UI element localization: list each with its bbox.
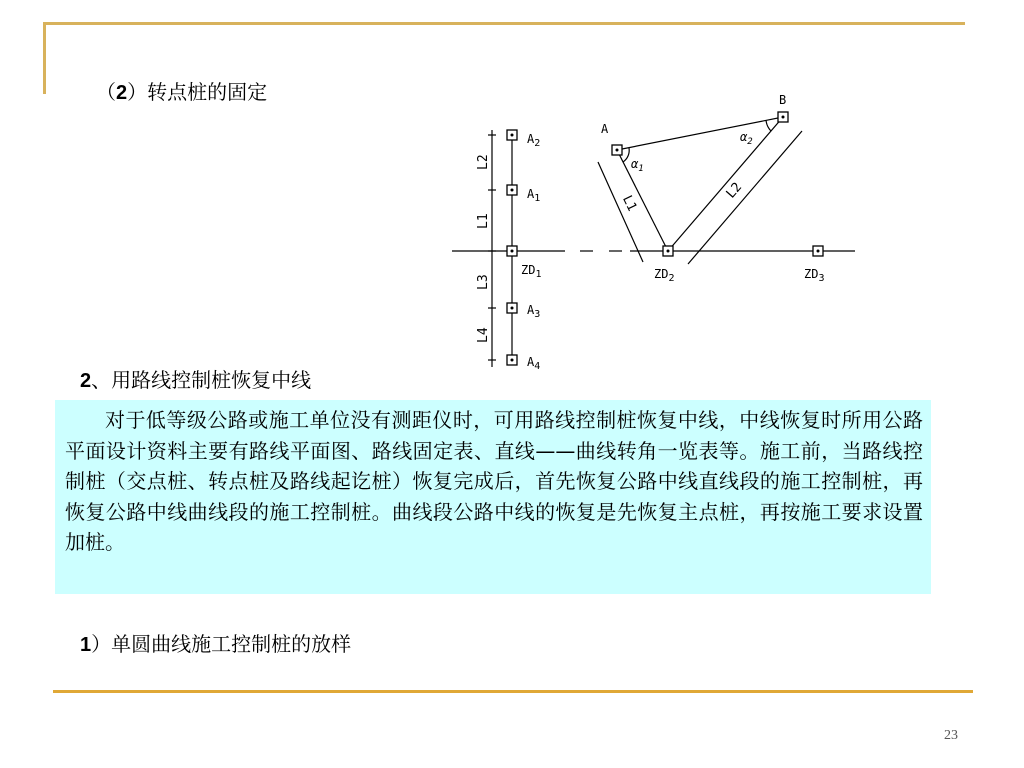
label-a2: $A_2$ <box>527 132 541 149</box>
heading-turning-point-fixing: （2）转点桩的固定 <box>96 80 268 104</box>
label-a1: $A_1$ <box>527 187 541 204</box>
label-b: B <box>779 93 787 107</box>
body-paragraph-box <box>55 400 931 594</box>
segment-l3: L3 <box>476 274 491 290</box>
label-zd2: $ZD_2$ <box>654 267 675 284</box>
label-a3: $A_3$ <box>527 303 541 320</box>
line-a-to-b <box>617 117 783 150</box>
angle-arc-alpha1 <box>623 148 629 162</box>
segment-l2: L2 <box>476 154 491 170</box>
page-number: 23 <box>944 728 958 743</box>
body-paragraph: 对于低等级公路或施工单位没有测距仪时，可用路线控制桩恢复中线，中线恢复时所用公路平面设计资料主要有路线平面图、路线固定表、直线——曲线转角一览表等。施工前，当路线控制桩（交点桩、转点桩及路线起讫桩）恢复完成后，首先恢复公路中线直线段的施工控制桩，再恢复公路中线曲线段的施工控制桩。曲线段公路中线的恢复是先恢复主点桩，再按施工要求设置加桩。 <box>65 408 923 554</box>
heading-restore-centerline: 2、用路线控制桩恢复中线 <box>80 368 312 392</box>
dimension-l2 <box>688 131 802 264</box>
label-zd1: $ZD_1$ <box>521 263 542 280</box>
label-a4: $A_4$ <box>527 355 541 372</box>
angle-arc-alpha2 <box>766 120 771 131</box>
label-a: A <box>601 122 609 136</box>
dimension-l1 <box>598 162 643 262</box>
label-alpha1: $\alpha_1$ <box>631 157 644 174</box>
label-zd3: $ZD_3$ <box>804 267 825 284</box>
heading-single-curve-staking: 1）单圆曲线施工控制桩的放样 <box>80 632 352 656</box>
segment-l1: L1 <box>476 213 491 229</box>
segment-l1-right: L1 <box>618 193 640 214</box>
label-alpha2: $\alpha_2$ <box>740 130 753 147</box>
line-b-to-zd2 <box>668 117 783 251</box>
segment-l2-right: L2 <box>723 179 746 202</box>
segment-l4: L4 <box>476 327 491 343</box>
